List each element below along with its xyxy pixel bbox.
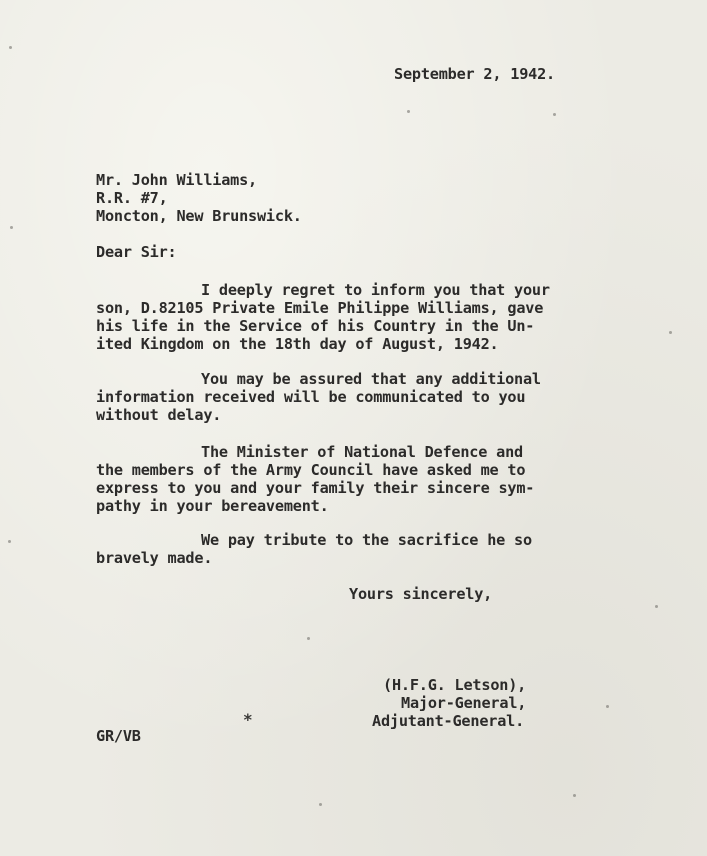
paragraph-4-line-2: bravely made. <box>96 549 213 567</box>
paper-speck <box>10 226 13 229</box>
paper-speck <box>573 794 576 797</box>
signatory-title: Adjutant-General. <box>372 712 525 730</box>
paragraph-2-line-3: without delay. <box>96 406 222 424</box>
paper-speck <box>655 605 658 608</box>
paragraph-2-line-1: You may be assured that any additional <box>201 370 541 388</box>
paragraph-3-line-4: pathy in your bereavement. <box>96 497 329 515</box>
letter-date: September 2, 1942. <box>394 65 555 83</box>
reference-initials: GR/VB <box>96 727 141 745</box>
paragraph-3-line-1: The Minister of National Defence and <box>201 443 523 461</box>
asterisk-mark: * <box>243 710 253 729</box>
paper-speck <box>553 113 556 116</box>
recipient-city: Moncton, New Brunswick. <box>96 207 302 225</box>
salutation: Dear Sir: <box>96 243 177 261</box>
paper-speck <box>8 540 11 543</box>
paragraph-1-line-4: ited Kingdom on the 18th day of August, 1942. <box>96 335 499 353</box>
paragraph-3-line-3: express to you and your family their sincere sym- <box>96 479 535 497</box>
paragraph-1-line-2: son, D.82105 Private Emile Philippe Williams, gave <box>96 299 544 317</box>
paper-speck <box>407 110 410 113</box>
recipient-route: R.R. #7, <box>96 189 168 207</box>
paper-speck <box>669 331 672 334</box>
paper-speck <box>606 705 609 708</box>
paragraph-4-line-1: We pay tribute to the sacrifice he so <box>201 531 532 549</box>
paragraph-3-line-2: the members of the Army Council have asked me to <box>96 461 526 479</box>
signatory-name: (H.F.G. Letson), <box>383 676 527 694</box>
paragraph-1-line-1: I deeply regret to inform you that your <box>201 281 550 299</box>
closing: Yours sincerely, <box>349 585 493 603</box>
signatory-rank: Major-General, <box>401 694 527 712</box>
paper-speck <box>319 803 322 806</box>
paragraph-1-line-3: his life in the Service of his Country in the Un- <box>96 317 535 335</box>
paragraph-2-line-2: information received will be communicated to you <box>96 388 526 406</box>
paper-speck <box>9 46 12 49</box>
recipient-name: Mr. John Williams, <box>96 171 257 189</box>
paper-speck <box>307 637 310 640</box>
